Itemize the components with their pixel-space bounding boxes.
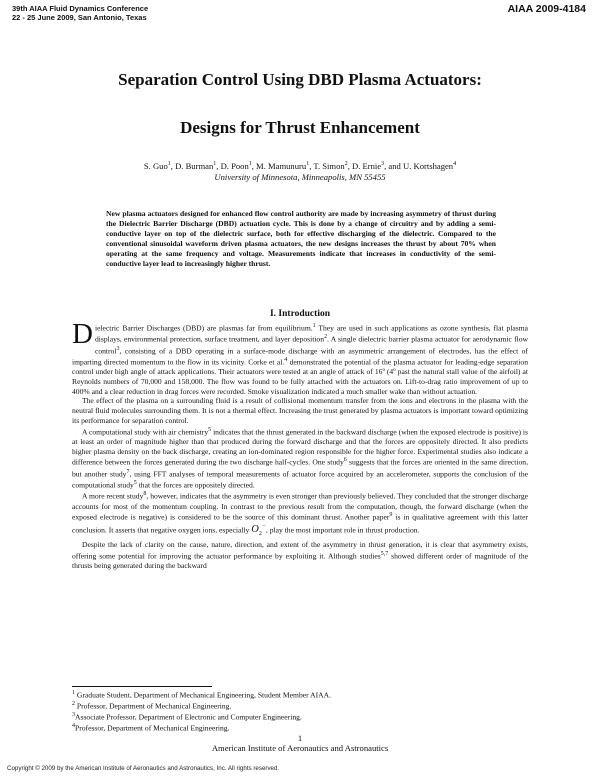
oxygen-ion-formula (251, 523, 266, 538)
text-run: showed different order of magnitude of the thrusts being generated during the backward (72, 551, 528, 570)
author-name: M. Mamunuru (256, 161, 307, 171)
footnote-mark: 3 (72, 712, 75, 719)
abstract: New plasma actuators designed for enhanced flow control authority are made by increasing asymmetry of thrust during the Dielectric Barrier Discharge (DBD) actuation cycle. This is done by a change of circuitry and by adding a semi-conductive layer on top of the dielectric surface, both for effective discharging of the dielectric. Compared to the conventional sinusoidal waveform driven plasma actuators, the new designs increases the thrust by about 70% when operating at the same frequency and voltage. Measurements indicate that increases in conductivity of the semi-conductive layer lead to increasingly higher thrust. (106, 209, 496, 269)
paper-id: AIAA 2009-4184 (507, 3, 586, 15)
author-name: S. Guo (143, 161, 168, 171)
footnote-text: Associate Professor, Department of Electronic and Computer Engineering. (75, 712, 302, 722)
footnote-text: Graduate Student, Department of Mechanical Engineering, Student Member AIAA. (75, 690, 332, 700)
author-name: U. Kortshagen (402, 161, 454, 171)
author-name: D. Ernie (352, 161, 382, 171)
citation-ref: 7 (126, 468, 130, 475)
page-number: 1 (297, 733, 303, 743)
footnote-mark: 1 (72, 690, 75, 696)
footnote-mark: 2 (72, 701, 75, 708)
citation-ref: 6 (343, 457, 347, 464)
text-run: suggests that the forces are oriented in the same direction, but another study (72, 457, 529, 479)
text-run: indicates that the thrust generated in the backward discharge (when the exposed electrode is positive) is at least an order of magnitude higher than that produced during the forward discharge and that the forces are oppositely directed. It also predicts higher plasma density on the back discharge, creating an ion-dominated region responsible for the higher force. Experimental studies also indicate a difference between the forces generated during the two discharge half-cycles. One study (72, 427, 528, 467)
text-run: Despite the lack of clarity on the cause, nature, direction, and extent of the asymmetry in thrust generation, it is clear that asymmetry exists, offering some potential for improving the actuator performance by exploiting it. Although studies (72, 539, 528, 561)
formula-subscript: 2 (258, 531, 262, 538)
text-run: demonstrated the potential of the plasma actuator for leading-edge separation control under high angle of attack applications. Their actuators were tested at an angle of attack of 16º (4º past the natural stall value of the airfoil) at Reynolds numbers of 70,000 and 158,000. The flow was found to be fully attached with the actuators on. Lift-to-drag ratio improvement of up to 400% and a clear reduction in drag forces were recorded. Smoke visualization indicated a much smaller wake than without actuation. (72, 357, 528, 396)
title-line-1: Separation Control Using DBD Plasma Actuators: (118, 70, 482, 89)
paragraph (72, 426, 528, 491)
footnote-divider (72, 686, 212, 687)
footnote (72, 700, 528, 711)
footnote (72, 722, 528, 733)
text-run: A computational study with air chemistry (82, 427, 209, 437)
paragraph (72, 318, 529, 396)
footnote-text: Professor, Department of Mechanical Engineering. (75, 723, 230, 733)
author-affil-mark: 4 (453, 161, 457, 168)
text-run: is in qualitative agreement with this latter conclusion. It asserts that negative oxygen ions, especially (72, 512, 528, 535)
author-list: S. Guo$^1$, D. Burman$^1$, D. Poon$^1$, M. Mamunuru$^1$, T. Simon$^2$, D. Ernie$^3$, and U. Kortshagen$^4$ (143, 161, 457, 171)
paragraph: The effect of the plasma on a surrounding fluid is a result of collisional momentum transfer from the ions and electrons in the plasma with the neutral fluid molecules surrounding them. It is not a thermal effect. Increasing the trust generated by plasma actuators is important toward optimizing its performance for separation control. (72, 396, 528, 425)
introduction-body (72, 318, 529, 571)
citation-ref: 5,7 (380, 550, 389, 557)
formula-symbol: O (251, 524, 259, 536)
conference-header (12, 4, 148, 22)
text-run: . A single dielectric barrier plasma actuator for aerodynamic flow control (94, 334, 528, 356)
footnote (72, 689, 528, 700)
text-run: , consisting of a DBD operating in a surface-mode discharge with an asymmetric arrangement of electrodes, has the effect of imparting directed momentum to the flow in its vicinity. Corke et al. (72, 346, 528, 367)
copyright-notice: Copyright © 2009 by the American Institute of Aeronautics and Astronautics, Inc. All rights reserved. (7, 765, 280, 772)
author-affil-mark: 1 (306, 161, 310, 168)
affiliation: University of Minnesota, Minneapolis, MN 55455 (214, 172, 386, 182)
author-affil-mark: 1 (248, 161, 252, 168)
citation-ref: 2 (324, 334, 328, 341)
citation-ref: 4 (284, 356, 288, 363)
author-name: D. Burman (175, 161, 214, 171)
author-name: D. Poon (220, 161, 249, 171)
citation-ref: 5 (133, 479, 137, 486)
citation-ref: 5 (208, 426, 212, 433)
citation-ref: 1 (312, 323, 316, 329)
footnotes (72, 689, 528, 733)
text-run: , however, indicates that the asymmetry is even stronger than previously believed. They concluded that the stronger discharge accounts for most of the momentum coupling. In contrast to the previous result from the computation, though, the forward discharge (when the exposed electrode is negative) is considered to be the source of this dominant thrust. Another paper (72, 491, 528, 522)
formula-charge: − (261, 523, 266, 530)
section-heading-introduction: I. Introduction (269, 309, 330, 319)
footnote-text: Professor, Department of Mechanical Engineering. (75, 701, 232, 711)
citation-ref: 3 (116, 345, 120, 352)
text-run: that the forces are oppositely directed. (136, 480, 255, 490)
citation-ref: 8 (143, 491, 147, 498)
footnote-mark: 4 (72, 723, 75, 730)
footnote (72, 711, 528, 722)
author-affil-mark: 1 (213, 161, 217, 168)
paragraph (72, 490, 528, 540)
citation-ref: 9 (389, 512, 393, 519)
author-affil-mark: 1 (167, 161, 171, 168)
paragraph (72, 540, 528, 571)
conference-date-location: 22 - 25 June 2009, San Antonio, Texas (12, 13, 147, 22)
text-run: , using FFT analyses of temporal measurements of actuator force acquired by an accelerometer, supports the conclusion of the computational study (72, 469, 528, 490)
text-run: , play the most important role in thrust production. (265, 525, 420, 535)
drop-cap: D (72, 318, 93, 350)
conference-name: 39th AIAA Fluid Dynamics Conference (12, 4, 149, 13)
title-line-2: Designs for Thrust Enhancement (180, 118, 420, 137)
publisher-footer: American Institute of Aeronautics and Astronautics (211, 743, 389, 753)
author-name: T. Simon (313, 161, 345, 171)
text-run: They are used in such applications as ozone synthesis, flat plasma displays, environmental protection, surface treatment, and layer deposition (94, 323, 529, 344)
author-affil-mark: 2 (344, 161, 348, 168)
text-run: ielectric Barrier Discharges (DBD) are plasmas far from equilibrium. (94, 323, 313, 333)
text-run: A more recent study (82, 491, 144, 501)
author-affil-mark: 3 (381, 161, 385, 168)
